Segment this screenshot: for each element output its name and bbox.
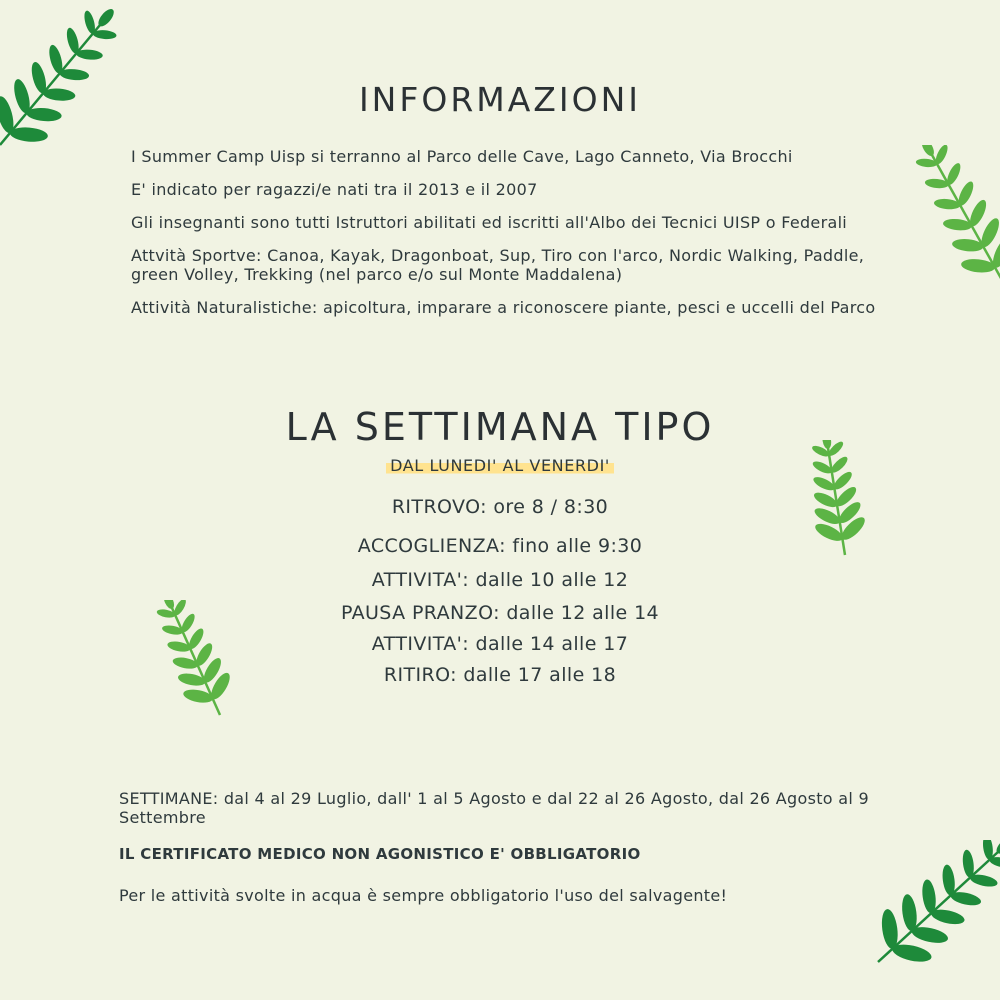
info-title: INFORMAZIONI [358,80,642,119]
schedule-ritiro: RITIRO: dalle 17 alle 18 [383,664,617,686]
fern-stem [878,852,998,962]
schedule-pausa-pranzo: PAUSA PRANZO: dalle 12 alle 14 [340,602,660,624]
info-nature: Attività Naturalistiche: apicoltura, imparare a riconoscere piante, pesci e uccelli del Parco [131,298,876,317]
info-location: I Summer Camp Uisp si terranno al Parco delle Cave, Lago Canneto, Via Brocchi [131,147,793,166]
fern-leaf-icon [910,145,1000,285]
week-subtitle-wrap [0,456,1000,476]
info-teachers: Gli insegnanti sono tutti Istruttori abilitati ed iscritti all'Albo dei Tecnici UISP o Federali [131,213,848,232]
schedule-ritrovo: RITROVO: ore 8 / 8:30 [391,496,609,518]
schedule-attivita-morning: ATTIVITA': dalle 10 alle 12 [371,569,629,591]
schedule-accoglienza: ACCOGLIENZA: fino alle 9:30 [357,535,643,557]
certificate-notice: IL CERTIFICATO MEDICO NON AGONISTICO E' OBBLIGATORIO [119,845,641,863]
schedule-attivita-afternoon: ATTIVITA': dalle 14 alle 17 [371,633,629,655]
week-subtitle: DAL LUNEDI' AL VENERDI' [386,456,614,476]
week-title: LA SETTIMANA TIPO [285,405,715,449]
info-section [131,147,891,317]
info-sports: Attvità Sportve: Canoa, Kayak, Dragonboat, Sup, Tiro con l'arco, Nordic Walking, Paddle, green Volley, Trekking (nel parco e/o sul Monte Maddalena) [131,246,865,284]
lifejacket-notice: Per le attività svolte in acqua è sempre obbligatorio l'uso del salvagente! [119,886,728,905]
weeks-dates: SETTIMANE: dal 4 al 29 Luglio, dall' 1 al 5 Agosto e dal 22 al 26 Agosto, dal 26 Agosto al 9 Settembre [119,789,869,827]
info-age: E' indicato per ragazzi/e nati tra il 2013 e il 2007 [131,180,538,199]
